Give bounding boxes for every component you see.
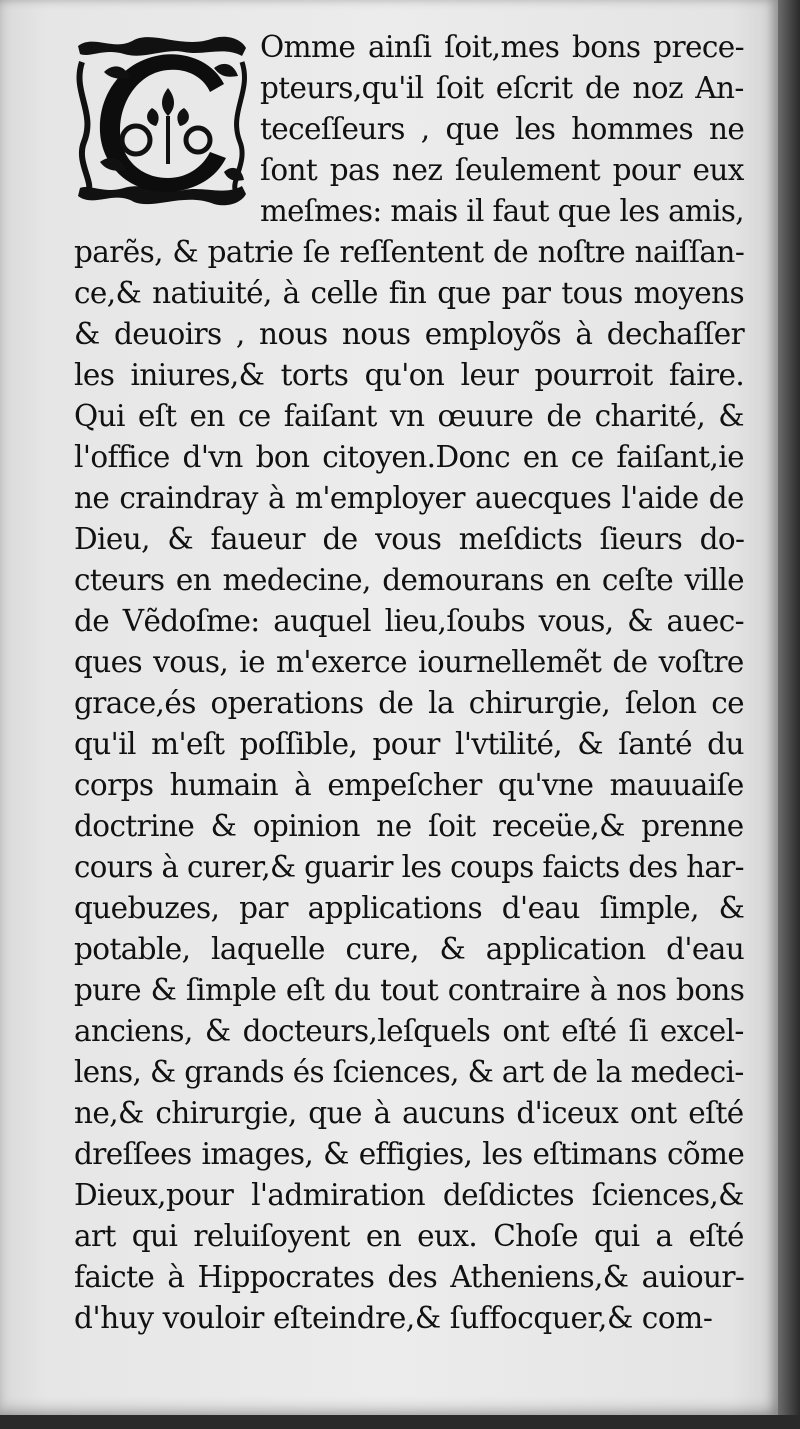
text-line: cteurs en medecine, demourans en ceſte ville: [74, 563, 744, 597]
text-line: d'huy vouloir eſteindre,& ſuffocquer,& com-: [74, 1301, 713, 1335]
initial-scroll-top: [78, 37, 246, 56]
text-line: corps humain à empeſcher qu'vne mauuaiſe: [74, 768, 744, 802]
text-line: dreſſees images, & effigies, les eſtimans cõme: [74, 1137, 745, 1171]
ornamental-initial-c: [74, 32, 250, 210]
initial-swirl-right: [186, 128, 210, 152]
text-line: & deuoirs , nous nous employõs à dechaſſer: [74, 317, 745, 351]
initial-swirl-left: [122, 126, 150, 154]
text-line: de Vẽdoſme: auquel lieu,ſoubs vous, & auec-: [74, 604, 744, 638]
page-edge-shadow: [778, 0, 800, 1429]
text-line: meſmes: mais il faut que les amis,: [260, 194, 744, 228]
text-line: faicte à Hippocrates des Atheniens,& auiour-: [74, 1260, 745, 1294]
text-line: l'office d'vn bon citoyen.Donc en ce faiſant,ie: [74, 440, 744, 474]
text-line: Qui eſt en ce faiſant vn œuure de charité, &: [74, 399, 744, 433]
initial-vine-left: [79, 62, 89, 192]
text-line: ques vous, ie m'exerce iournellemẽt de voſtre: [74, 645, 744, 679]
text-line: quebuzes, par applications d'eau ſimple, &: [74, 891, 745, 925]
text-line: Omme ainſi ſoit,mes bons prece-: [260, 30, 744, 64]
text-line: grace,és operations de la chirurgie, ſelon ce: [74, 686, 744, 720]
initial-fleur: [147, 88, 189, 164]
text-line: pure & ſimple eſt du tout contraire à nos bons: [74, 973, 745, 1007]
text-line: ne craindray à m'employer auecques l'aide de: [74, 481, 744, 515]
text-line: lens, & grands és ſciences, & art de la medeci-: [74, 1055, 744, 1089]
text-line: ce,& natiuité, à celle fin que par tous moyens: [74, 276, 744, 310]
text-line: Dieu, & faueur de vous meſdicts ſieurs do-: [74, 522, 745, 556]
text-line: anciens, & docteurs,leſquels ont eſté ſi excel-: [74, 1014, 744, 1048]
text-line: teceſſeurs , que les hommes ne: [260, 112, 745, 146]
text-line: qu'il m'eſt poſſible, pour l'vtilité, & ſanté du: [74, 727, 744, 761]
text-line: les iniures,& torts qu'on leur pourroit faire.: [74, 358, 745, 392]
text-line: doctrine & opinion ne ſoit receüe,& prenne: [74, 809, 744, 843]
text-line: art qui reluiſoyent en eux. Choſe qui a eſté: [74, 1219, 744, 1253]
page-bottom-shadow: [0, 1415, 800, 1429]
text-line: parẽs, & patrie ſe reſſentent de noſtre naiſſan-: [74, 235, 745, 269]
text-line: cours à curer,& guarir les coups faicts des har-: [74, 850, 744, 884]
text-line: pteurs,qu'il ſoit eſcrit de noz An-: [260, 71, 744, 105]
text-line: potable, laquelle cure, & application d'eau: [74, 932, 745, 966]
text-line: Dieux,pour l'admiration deſdictes ſciences,&: [74, 1178, 744, 1212]
text-line: ne,& chirurgie, que à aucuns d'iceux ont eſté: [74, 1096, 744, 1130]
text-line: ſont pas nez ſeulement pour eux: [260, 153, 744, 187]
